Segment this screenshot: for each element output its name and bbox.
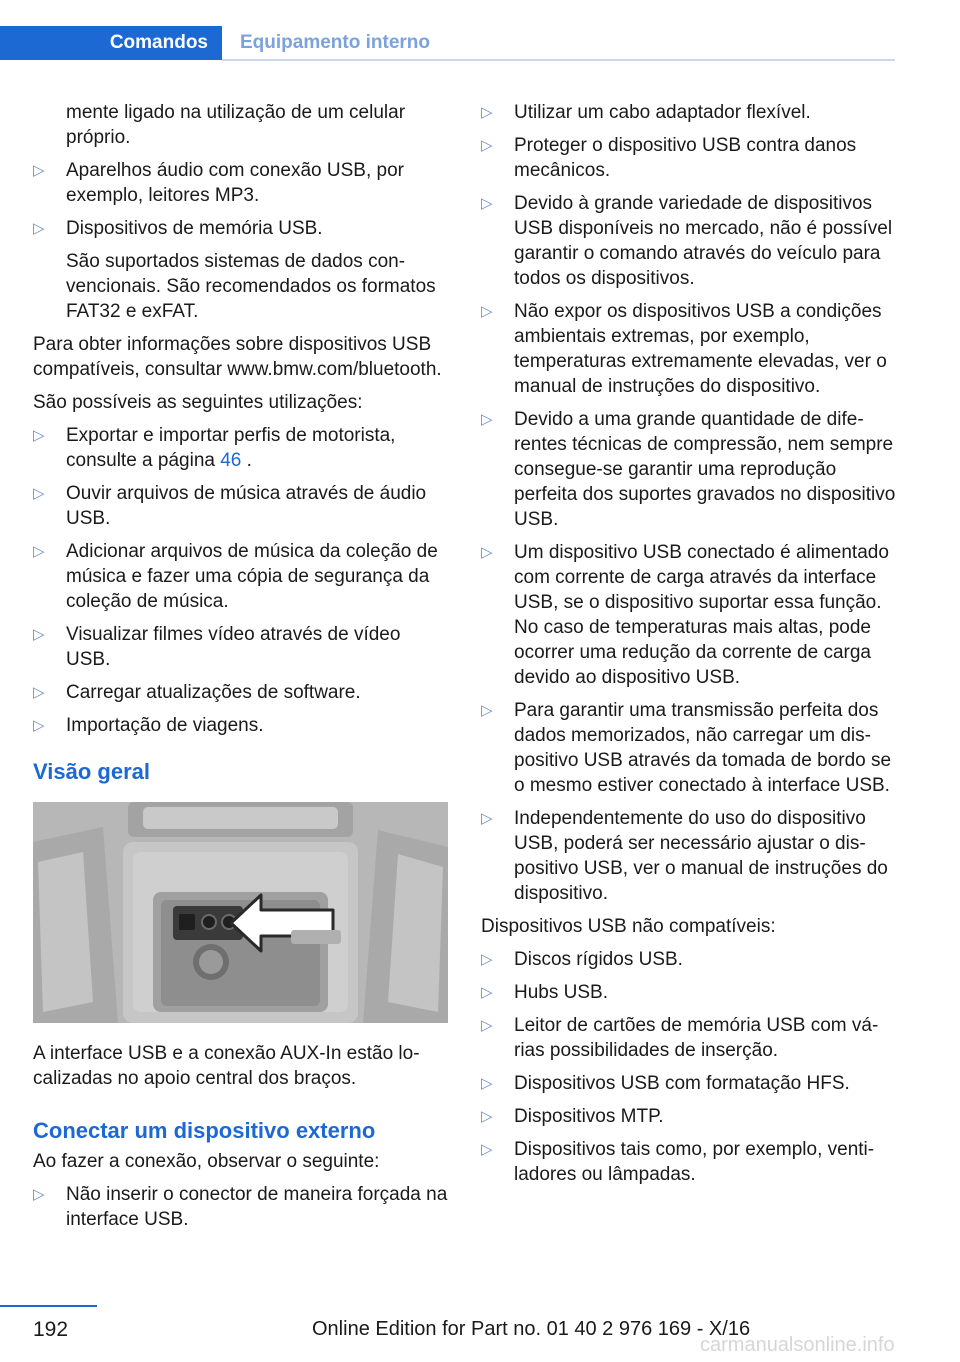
list-item [481, 806, 896, 906]
list-item-text: Para garantir uma transmissão perfeita dos dados memorizados, não carregar um dispositivo USB através da tomada de bordo se o mesmo estiver conectado à interface USB. [514, 700, 892, 796]
list-item-text: Carregar atualizações de software. [66, 682, 361, 703]
bullet-icon: ▷ [481, 137, 493, 154]
bullet-icon: ▷ [481, 1075, 493, 1092]
list-item-text: Dispositivos USB com formatação HFS. [514, 1073, 850, 1094]
bullet-icon: ▷ [481, 195, 493, 212]
watermark: carmanualsonline.info [700, 1334, 895, 1356]
bullet-icon: ▷ [33, 220, 45, 237]
list-item [481, 980, 896, 1005]
console-illustration [33, 802, 448, 1023]
list-item-text: Um dispositivo USB conectado é alimentado com corrente de carga através da interface USB, se o dispositivo suportar essa função. No caso de temperaturas mais altas, pode ocorrer uma redução da corrente de carga devido ao dispositivo USB. [514, 542, 889, 688]
list-item-text: Não inserir o conector de maneira forçada na interface USB. [66, 1184, 448, 1230]
list-item [481, 191, 896, 291]
connect-precautions-list [33, 1182, 448, 1232]
photo-caption: A interface USB e a conexão AUX-In estão localizadas no apoio central dos braços. [33, 1043, 420, 1089]
list-item [481, 1137, 896, 1187]
edition-note: Online Edition for Part no. 01 40 2 976 169 - X/16 [312, 1318, 751, 1340]
continued-text: mente ligado na utilização de um celular próprio. [66, 102, 406, 148]
list-item [481, 540, 896, 690]
list-item [33, 423, 448, 473]
right-column [481, 100, 896, 1195]
bullet-icon: ▷ [481, 104, 493, 121]
bullet-icon: ▷ [33, 684, 45, 701]
usb-precautions-list [481, 100, 896, 906]
bullet-icon: ▷ [33, 485, 45, 502]
list-item-text: Dispositivos tais como, por exemplo, ventiladores ou lâmpadas. [514, 1139, 875, 1185]
section-tab-interior-equipment: Equipamento interno [240, 32, 430, 53]
bullet-icon: ▷ [33, 543, 45, 560]
bullet-icon: ▷ [481, 702, 493, 719]
list-item [481, 1071, 896, 1096]
list-item [481, 698, 896, 798]
header-divider [222, 59, 895, 61]
bullet-icon: ▷ [33, 162, 45, 179]
list-item [33, 216, 448, 324]
list-item-text: Adicionar arquivos de música da coleção de música e fazer uma cópia de segurança da coleção de música. [66, 541, 438, 612]
connect-intro: Ao fazer a conexão, observar o seguinte: [33, 1151, 380, 1172]
not-compatible-list [481, 947, 896, 1187]
bullet-icon: ▷ [481, 411, 493, 428]
bullet-icon: ▷ [481, 1141, 493, 1158]
not-compatible-title: Dispositivos USB não compatíveis: [481, 916, 776, 937]
list-item-text: Utilizar um cabo adaptador flexível. [514, 102, 811, 123]
list-item-text: Aparelhos áudio com conexão USB, por exemplo, leitores MP3. [66, 160, 404, 206]
list-item-text: Dispositivos de memória USB. [66, 218, 323, 239]
list-item-text: Importação de viagens. [66, 715, 264, 736]
list-item-text: Devido à grande variedade de dispositivos USB disponíveis no mercado, não é possível garantir o comando através do veículo para todos os dispositivos. [514, 193, 893, 289]
list-item [481, 947, 896, 972]
list-item [33, 713, 448, 738]
list-item [481, 299, 896, 399]
connect-device-heading: Conectar um dispositivo externo [33, 1118, 376, 1143]
list-item-subtext: São suportados sistemas de dados convencionais. São recomendados os formatos FAT32 e exFAT. [66, 251, 436, 322]
bullet-icon: ▷ [33, 1186, 45, 1203]
bullet-icon: ▷ [481, 1108, 493, 1125]
overview-heading: Visão geral [33, 759, 150, 784]
bullet-icon: ▷ [481, 984, 493, 1001]
bullet-icon: ▷ [481, 951, 493, 968]
section-tab-commands: Comandos [0, 26, 222, 60]
list-item-text: Discos rígidos USB. [514, 949, 683, 970]
list-item-text: Dispositivos MTP. [514, 1106, 664, 1127]
list-item [481, 1013, 896, 1063]
compatibility-info-paragraph: Para obter informações sobre dispositivos USB compatíveis, consultar www.bmw.com/bluetooth. [33, 334, 442, 380]
left-column [33, 100, 448, 1240]
bullet-icon: ▷ [33, 626, 45, 643]
center-console-usb-photo [33, 802, 448, 1023]
list-item-text: Proteger o dispositivo USB contra danos mecânicos. [514, 135, 857, 181]
list-item-text: Hubs USB. [514, 982, 608, 1003]
list-item-text: Independentemente do uso do dispositivo USB, poderá ser necessário ajustar o dispositivo USB, ver o manual de instruções do dispositivo. [514, 808, 888, 904]
supported-devices-list [33, 158, 448, 324]
list-item-text: Exportar e importar perfis de motorista, consulte a página [66, 425, 396, 471]
list-item [33, 622, 448, 672]
uses-intro-paragraph: São possíveis as seguintes utilizações: [33, 392, 363, 413]
list-item [481, 100, 896, 125]
bullet-icon: ▷ [33, 427, 45, 444]
list-item-text: Visualizar filmes vídeo através de vídeo USB. [66, 624, 401, 670]
list-item [33, 1182, 448, 1232]
page-header [0, 0, 895, 60]
bullet-icon: ▷ [33, 717, 45, 734]
list-item [33, 539, 448, 614]
list-item-suffix: . [241, 450, 252, 471]
uses-list [33, 423, 448, 738]
page-number: 192 [33, 1318, 69, 1341]
list-item [481, 1104, 896, 1129]
list-item [33, 158, 448, 208]
bullet-icon: ▷ [481, 810, 493, 827]
bullet-icon: ▷ [481, 544, 493, 561]
bullet-icon: ▷ [481, 303, 493, 320]
list-item [481, 407, 896, 532]
list-item-text: Devido a uma grande quantidade de diferentes técnicas de compressão, nem sempre consegue-se garantir uma reprodução perfeita dos suportes gravados no dispositivo USB. [514, 409, 896, 530]
list-item-text: Ouvir arquivos de música através de áudio USB. [66, 483, 427, 529]
page-reference-link[interactable]: 46 [220, 450, 242, 471]
list-item-text: Não expor os dispositivos USB a condições ambientais extremas, por exemplo, temperaturas extremamente elevadas, ver o manual de instruções do dispositivo. [514, 301, 887, 397]
list-item [481, 133, 896, 183]
footer-accent-line [0, 1305, 97, 1307]
list-item [33, 680, 448, 705]
list-item-text: Leitor de cartões de memória USB com várias possibilidades de inserção. [514, 1015, 879, 1061]
list-item [33, 481, 448, 531]
bullet-icon: ▷ [481, 1017, 493, 1034]
